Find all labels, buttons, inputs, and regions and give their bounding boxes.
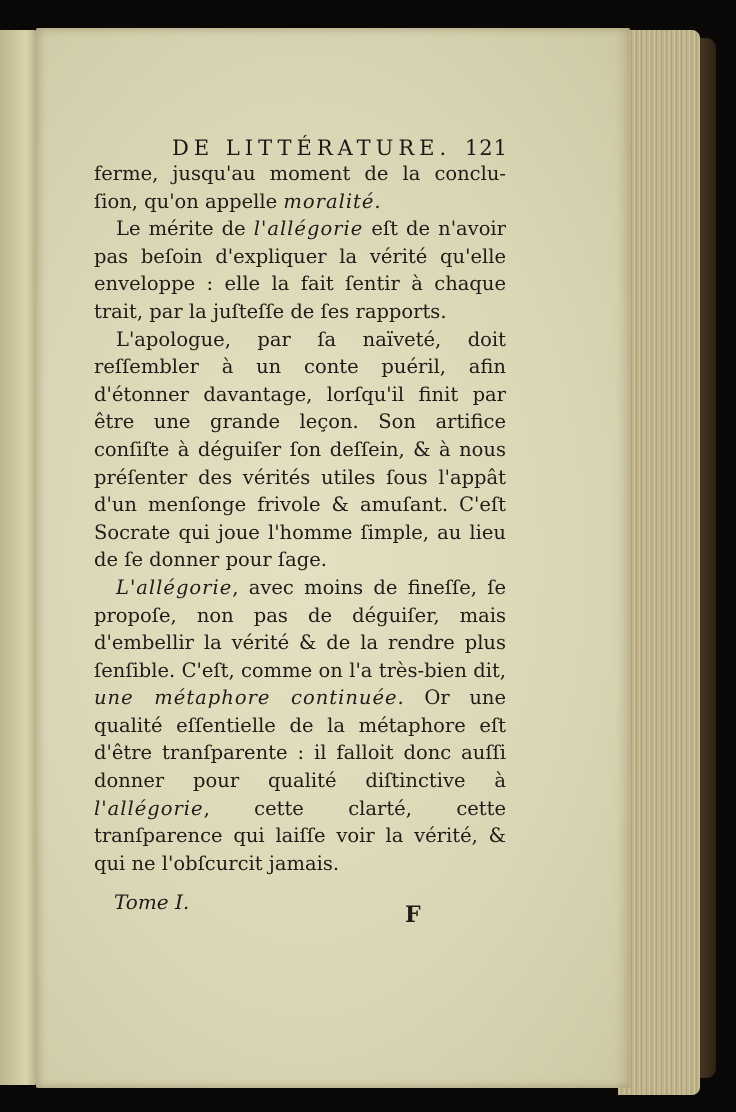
- running-title: DE LITTÉRATURE.: [172, 136, 452, 160]
- facing-page-edge: [0, 30, 38, 1085]
- body-text: [94, 160, 506, 877]
- p4-text-b: Or une qualité eſſentielle de la métaphore eſt d'être tranſparente : il falloit donc auſſi donner pour qualité diſtinctive à: [94, 686, 506, 793]
- p1-emphasis: moralité.: [283, 189, 382, 213]
- paragraph-3: L'apologue, par ſa naïveté, doit reſſembler à un conte puéril, afin d'étonner davantage, lorſqu'il finit par être une grande leçon. Son artifice conſiſte à déguiſer ſon deſſein, & à nous préſenter des vérités utiles ſous l'appât d'un menſonge frivole & amuſant. C'eſt Socrate qui joue l'homme ſimple, au lieu de ſe donner pour ſage.: [94, 327, 506, 572]
- p2-text-b: eſt de n'avoir pas beſoin d'expliquer la vérité qu'elle enveloppe : elle la fait ſentir à chaque trait, par la juſteſſe de ſes rapports.: [94, 217, 506, 323]
- p4-text-a: , avec moins de fineſſe, ſe propoſe, non pas de déguiſer, mais d'embellir la vérité & de la rendre plus ſenſible. C'eſt, comme on l'a très-bien dit,: [94, 575, 506, 682]
- p2-text-a: Le mérite de: [116, 217, 254, 241]
- page-stack-edges: [618, 30, 700, 1095]
- p4-text-c: , cette clarté, cette tranſparence qui laiſſe voir la vérité, & qui ne l'obſcurcit jamais.: [94, 796, 506, 875]
- p4-emphasis-1: L'allégorie: [116, 575, 233, 599]
- p1-line2: ſion, qu'on appelle: [94, 189, 284, 213]
- paragraph-1: [94, 160, 506, 188]
- p4-emphasis-2: une métaphore continuée.: [94, 686, 405, 710]
- page-number: 121: [464, 136, 508, 160]
- p2-emphasis: l'allégorie: [253, 217, 364, 241]
- paragraph-1-end: [94, 188, 506, 216]
- p4-emphasis-3: l'allégorie: [94, 796, 204, 820]
- volume-signature: Tome I.: [114, 890, 190, 914]
- paragraph-4: [94, 574, 506, 878]
- running-header: [172, 136, 508, 162]
- paragraph-2: [94, 215, 506, 325]
- p1-line1: ferme, jusqu'au moment de la conclu-: [94, 162, 506, 185]
- gathering-signature: F: [405, 902, 421, 928]
